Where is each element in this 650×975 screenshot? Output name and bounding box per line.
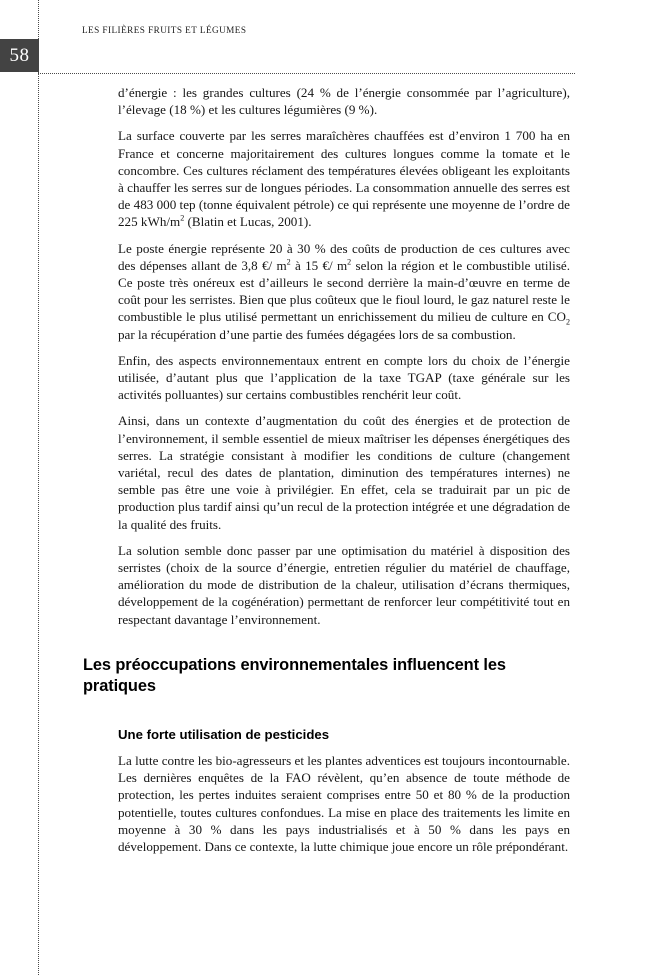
page-number-badge: 58 [0, 39, 39, 72]
vertical-dotted-rule [38, 0, 39, 975]
superscript: 2 [180, 214, 185, 224]
body-paragraph: d’énergie : les grandes cultures (24 % de l’énergie consommée par l’agriculture), l’élevage (18 %) et les cultures légumières (9 %). [118, 85, 570, 118]
superscript: 2 [347, 257, 352, 267]
body-paragraph: Ainsi, dans un contexte d’augmentation du coût des énergies et de protection de l’environnement, il semble essentiel de mieux maîtriser les dépenses énergétiques des serres. La stratégie consistant à modifier les conditions de culture (changement variétal, recul des dates de plantation, diminution des températures internes) ne semble pas être une voie à privilégier. En effet, cela se traduirait par un pic de production plus tardif ainsi qu’un recul de la protection intégrée et une dégradation de la qualité des fruits. [118, 413, 570, 532]
paragraph-group-after-heading [118, 752, 570, 855]
running-head: LES FILIÈRES FRUITS ET LÉGUMES [82, 25, 247, 35]
paragraph-group-before-heading [118, 84, 570, 628]
subscript: 2 [565, 318, 570, 328]
superscript: 2 [286, 257, 291, 267]
section-heading: Les préoccupations environnementales influencent les pratiques [83, 655, 506, 695]
body-paragraph: La surface couverte par les serres maraîchères chauffées est d’environ 1 700 ha en France et concerne majoritairement des cultures longues comme la tomate et le concombre. Ces cultures réclament des températures élevées obligeant les exploitants à chauffer les serres sur de longues périodes. La consommation annuelle des serres est de 483 000 tep (tonne équivalent pétrole) ce qui représente une moyenne de l’ordre de 225 kWh/$m^2$ (Blatin et Lucas, 2001). [118, 128, 570, 230]
text-column [83, 84, 570, 864]
body-paragraph: La solution semble donc passer par une optimisation du matériel à disposition des serristes (choix de la source d’énergie, entretien régulier du matériel de chauffage, amélioration du mode de distribution de la chaleur, utilisation d’écrans thermiques, développement de la cogénération) permettant de renforcer leur compétitivité tout en respectant davantage l’environnement. [118, 542, 570, 627]
body-paragraph: Le poste énergie représente 20 à 30 % des coûts de production de ces cultures avec des dépenses allant de 3,8 €/ $m^2$ à 15 €/ $m^2$ selon la région et le combustible utilisé. Ce poste très onéreux est d’ailleurs le second derrière la main-d’œuvre en terme de coût pour les serristes. Bien que plus coûteux que le fioul lourd, le gaz naturel reste le combustible le plus utilisé permettant un enrichissement du milieu de culture en $CO_2$ par la récupération d’une partie des fumées dégagées lors de sa combustion. [118, 240, 570, 342]
body-paragraph: Enfin, des aspects environnementaux entrent en compte lors du choix de l’énergie utilisée, d’autant plus que l’application de la taxe TGAP (taxe générale sur les activités polluantes) sur certains combustibles renchérit leur coût. [118, 352, 570, 403]
body-paragraph: La lutte contre les bio-agresseurs et les plantes adventices est toujours incontournable. Les dernières enquêtes de la FAO révèlent, qu’en absence de toute méthode de protection, les pertes induites seraient comprises entre 50 et 80 % de la production potentielle, toutes cultures confondues. La mise en place des traitements les limite en moyenne à 30 % dans les pays industrialisés et à 50 % dans les pays en développement. Dans ce contexte, la lutte chimique joue encore un rôle prépondérant. [118, 752, 570, 854]
horizontal-dotted-rule [38, 73, 575, 74]
sub-heading: Une forte utilisation de pesticides [118, 726, 330, 742]
